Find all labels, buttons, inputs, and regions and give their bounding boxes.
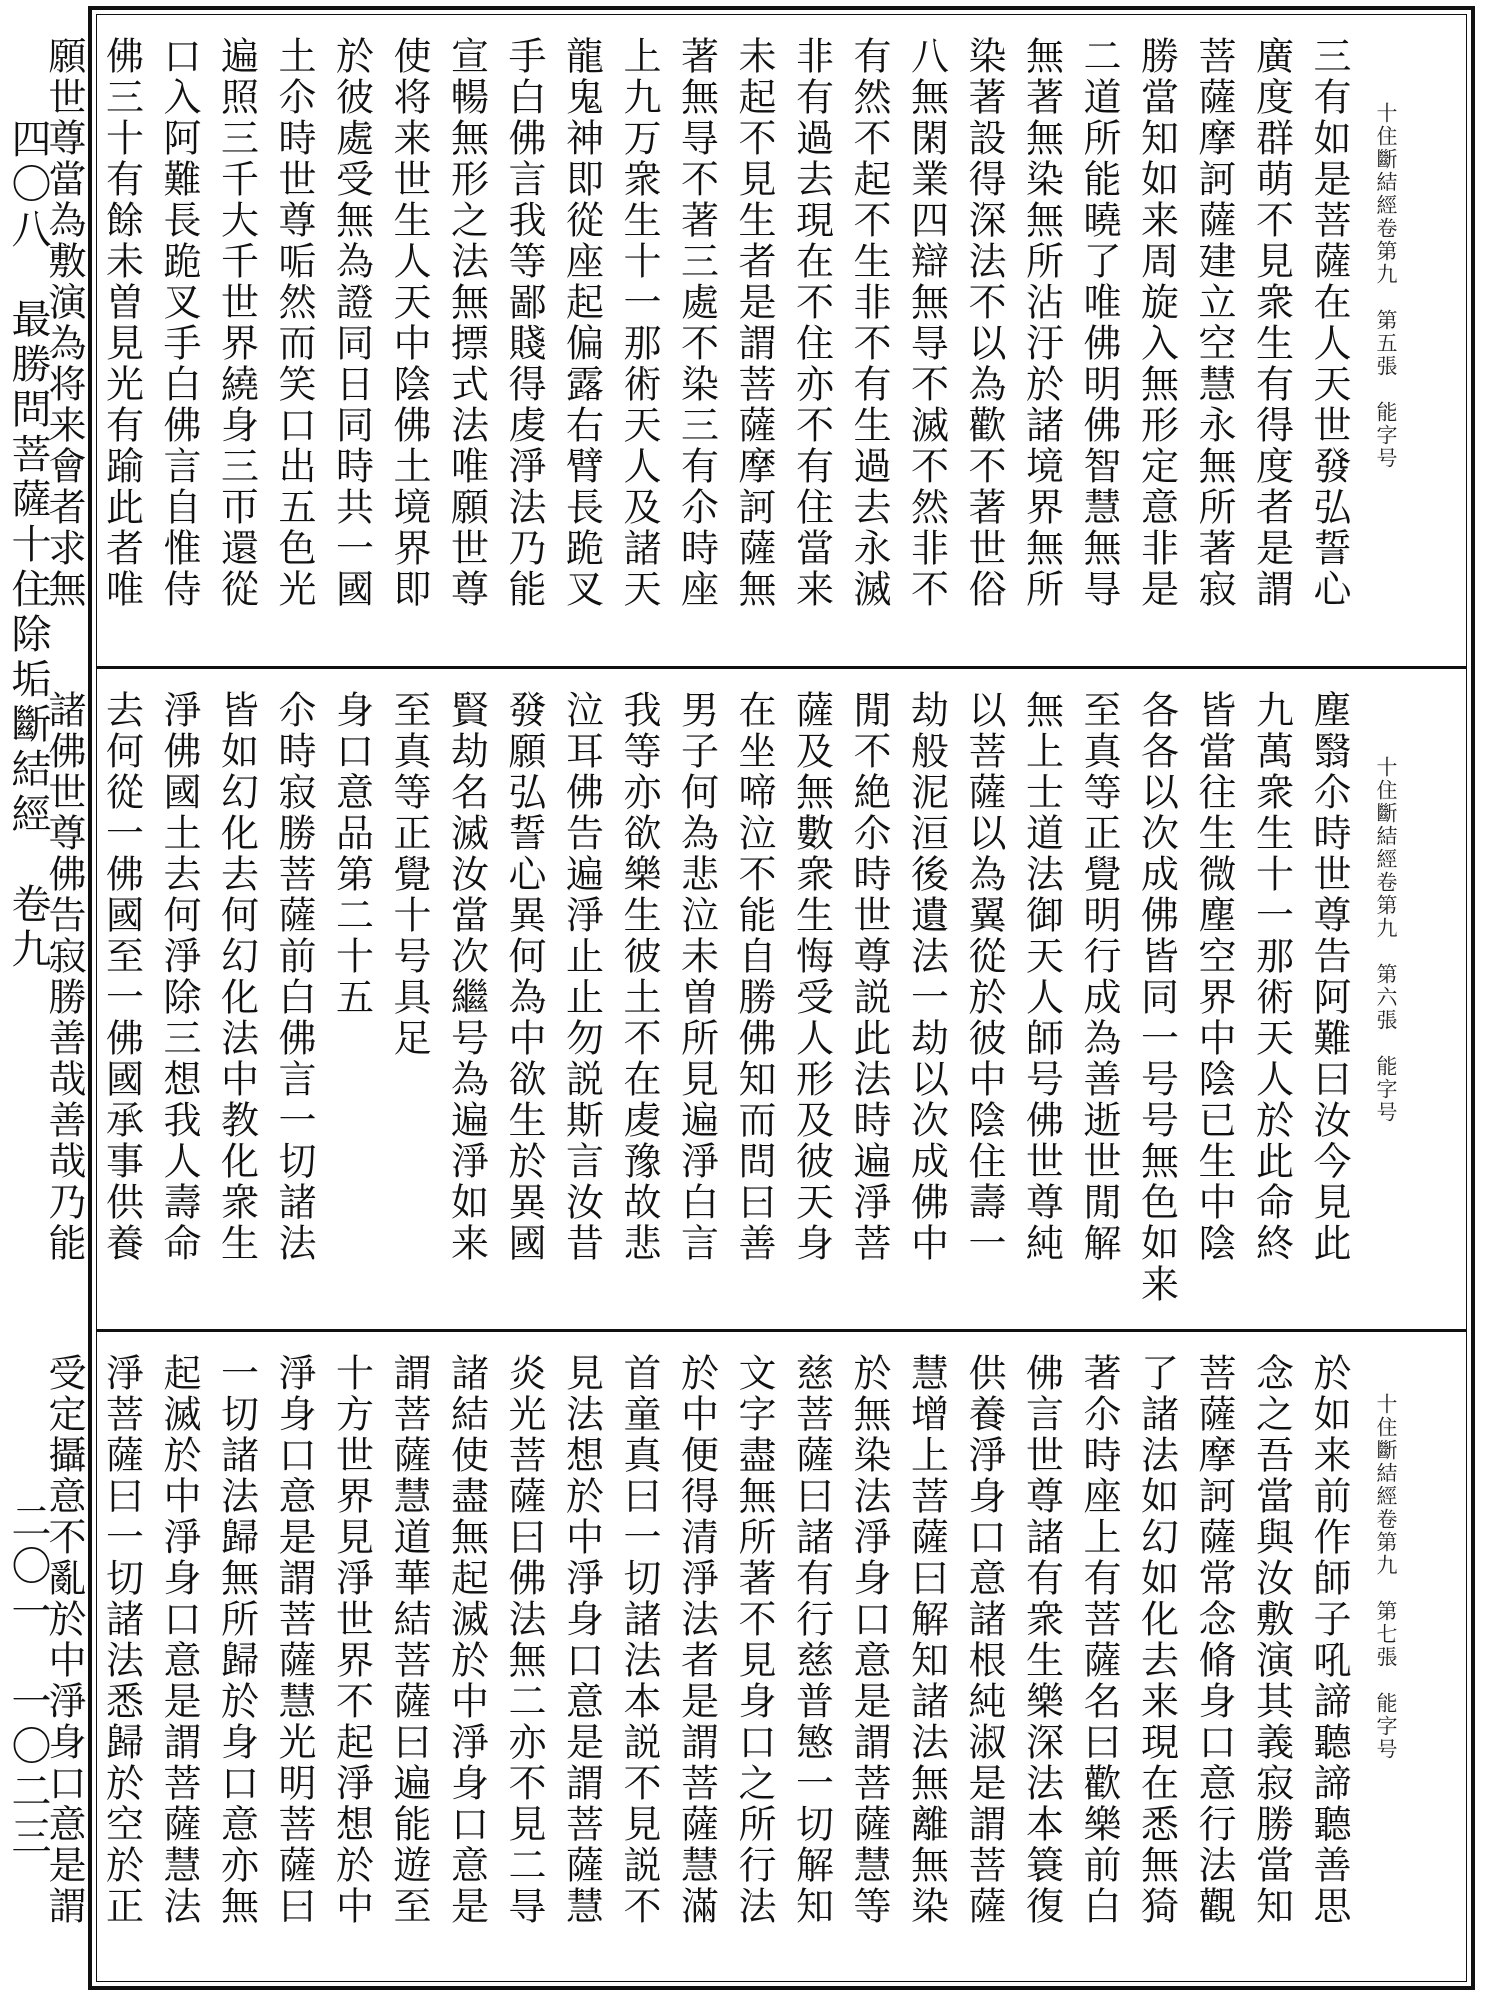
block-2-text: 塵翳尒時世尊告阿難曰汝今見此 九萬衆生十一那術天人於此命終 皆當往生微塵空界中陰已生中陰 各各以次成佛皆同一号号無色如来 至真等正覺明行成為善逝世閒解 無上士道法御天人師号佛世尊純 以菩薩以為翼從於彼中陰住壽一 劫般泥洹後遺法一劫以次成佛中 閒不絶尒時世尊説此法時遍淨菩 薩及無數衆生悔受人形及彼天身 在坐啼泣不能自勝佛知而問曰善 男子何為悲泣未曽所見遍淨白言 我等亦欲樂生彼土不在䖍豫故悲 泣耳佛告遍淨止止勿説斯言汝昔 發願弘誓心異何為中欲生於異國 賢劫名滅汝當次繼号為遍淨如来 至真等正覺十号具足 身口意品第二十五 尒時寂勝菩薩前白佛言一切諸法 皆如幻化去何幻化法中教化衆生 淨佛國土去何淨除三想我人壽命 去何從一佛國至一佛國承事供養 諸佛世尊佛告寂勝善哉善哉乃能	[42, 690, 1351, 1305]
block-divider-1	[96, 666, 1467, 669]
block-2-sidenote: 十住斷結經卷第九 第六張 能字号	[1374, 756, 1398, 1124]
block-1-text: 三有如是菩薩在人天世發弘誓心 廣度群萌不見衆生有得度者是謂 菩薩摩訶薩建立空慧永無所著寂 勝當知如来周旋入無形定意非是 二道所能曉了唯佛明佛智慧無㝵 無著無染無所沾汙於諸境界無所 染著設得深法不以為歡不著世俗 八無閑業四辯無㝵不滅不然非不 有然不起不生非不有生過去永滅 非有過去現在不住亦不有住當来 未起不見生者是謂菩薩摩訶薩無 著無㝵不著三處不染三有尒時座 上九万衆生十一那術天人及諸天 龍鬼神即從座起偏露右臂長跪叉 手白佛言我等鄙賤得䖍淨法乃能 宣暢無形之法無摽式法唯願世尊 使将来世生人天中陰佛土境界即 於彼處受無為證同日同時共一國 土尒時世尊㖃然而笑口出五色光 遍照三千大千世界繞身三帀還從 口入阿難長跪叉手白佛言自惟侍 佛三十有餘未曽見光有踰此者唯 願世尊當為敷演為将来會者求無	[42, 36, 1351, 610]
running-title: 四〇八 最勝問菩薩十住除垢斷結經 卷九	[5, 118, 51, 973]
page-number: 二〇一 一〇二三	[5, 1500, 51, 1860]
block-divider-2	[96, 1329, 1467, 1332]
text-block-1	[42, 14, 1467, 668]
text-block-2	[42, 668, 1467, 1331]
text-block-3	[42, 1331, 1467, 1982]
block-3-text: 於如来前作師子吼諦聽諦聽善思 念之吾當與汝敷演其義寂勝當知 菩薩摩訶薩常念脩身口意行法觀 了諸法如幻如化去来現在悉無猗 著尒時座上有菩薩名曰歡樂前白 佛言世尊諸有衆生樂深法本簑復 供養淨身口意諸根純淑是謂菩薩 慧增上菩薩曰解知諸法無離無染 於無染法淨身口意是謂菩薩慧等 慈菩薩曰諸有行慈普慜一切解知 文字盡無所著不見身口之所行法 於中便得清淨法者是謂菩薩慧滿 首童真曰一切諸法本説不見説不 見法想於中淨身口意是謂菩薩慧 炎光菩薩曰佛法無二亦不見二㝵 諸結使盡無起滅於中淨身口意是 謂菩薩慧道華結菩薩曰遍能遊至 十方世界見淨世界不起淨想於中 淨身口意是謂菩薩慧光明菩薩曰 一切諸法歸無所歸於身口意亦無 起滅於中淨身口意是謂菩薩慧法 淨菩薩曰一切諸法悉歸於空於正 受定攝意不亂於中淨身口意是謂	[42, 1353, 1351, 1927]
block-1-sidenote: 十住斷結經卷第九 第五張 能字号	[1374, 102, 1398, 470]
block-3-sidenote: 十住斷結經卷第九 第七張 能字号	[1374, 1393, 1398, 1761]
